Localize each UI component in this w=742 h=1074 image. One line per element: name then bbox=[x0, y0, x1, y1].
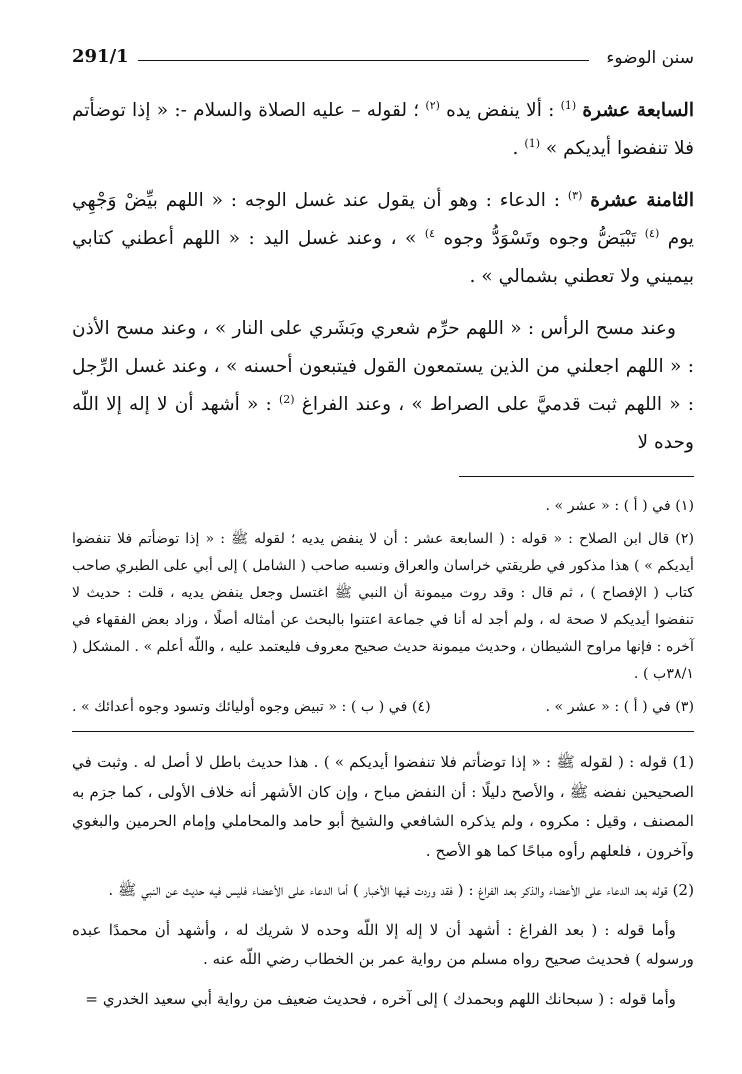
paragraph-text: : ألا ينفض يده bbox=[439, 100, 555, 121]
heading-seventeenth: السابعة عشرة bbox=[582, 100, 694, 121]
footnote-3: (٣) في ( أ ) : « عشر » . bbox=[545, 699, 694, 715]
chapter-title: سنن الوضوء bbox=[606, 48, 694, 68]
commentary-note-1: (1) قوله : ( لقوله ﷺ : « إذا توضأتم فلا تنفضوا أيديكم » ) . هذا حديث باطل لا أصل له . وثبت في الصحيحين نفضه ﷺ ، والأصح دليلًا : أن النفض مباح ، وإن كان الأشهر أنه خلاف الأولى ، كما جزم به المصنف ، وقيل : مكروه ، ولم يذكره الشافعي والشيخ أبو حامد والمحاملي وإمام الحرمين والبغوي وآخرون ، فلعلهم رأوه مباحًا كما هو الأصح . bbox=[72, 753, 694, 860]
paragraph-supplications bbox=[72, 310, 694, 462]
paragraph-text: . bbox=[512, 138, 519, 159]
page-number: 291/1 bbox=[72, 46, 129, 67]
footnote-2: (٢) قال ابن الصلاح : « قوله : ( السابعة عشر : أن لا ينفض يديه ؛ لقوله ﷺ : « إذا توضأتم فلا تنفضوا أيديكم » ) هذا مذكور في طريقتي خراسان والعراق ونسبه صاحب ( الشامل ) إلى أبي على الطبري صاحب كتاب ( الإفصاح ) ، ثم قال : وقد روت ميمونة أن النبي ﷺ اغتسل وجعل ينفض يديه ، قلت : حديث لا تنفضوا أيديكم لا صحة له ، ولم أجد له أنا في جماعة اعتنوا بالبحث عن أمثاله أصلًا ، وزاد بعض الفقهاء في آخره : فإنها مراوح الشيطان ، وحديث ميمونة حديث صحيح معروف فليعتمد عليه ، واللّه أعلم » . المشكل ( ٣٨/١ب ) . bbox=[72, 531, 694, 682]
main-text bbox=[72, 92, 694, 462]
header-rule bbox=[138, 60, 589, 61]
editor-footnotes bbox=[72, 493, 694, 721]
footnote-ref: (٤) bbox=[644, 226, 660, 240]
book-page bbox=[72, 36, 694, 1024]
commentary-note-4: وأما قوله : ( سبحانك اللهم وبحمدك ) إلى آخره ، فحديث ضعيف من رواية أبي سعيد الخدري = bbox=[85, 989, 676, 1008]
paragraph-text: ؛ لقوله – عليه الصلاة والسلام -: « إذا توضأتم فلا تنفضوا أيديكم » bbox=[72, 100, 694, 159]
commentary-note-3: وأما قوله : ( بعد الفراغ : أشهد أن لا إله إلا اللّه وحده لا شريك له ، وأشهد أن محمدًا عبده ورسوله ) فحديث صحيح رواه مسلم من رواية عمر بن الخطاب رضي اللّه عنه . bbox=[72, 920, 694, 968]
footnote-4: (٤) في ( ب ) : « تبيض وجوه أوليائك وتسود وجوه أعدائك » . bbox=[72, 699, 431, 715]
commentary-notes bbox=[72, 748, 694, 1014]
footnote-ref: (1) bbox=[560, 98, 577, 112]
footnote-separator bbox=[459, 476, 694, 477]
footnote-ref: ٤) bbox=[424, 226, 436, 240]
commentary-separator bbox=[72, 731, 694, 732]
paragraph-text: وعند مسح الرأس : « اللهم حرِّم شعري وبَشَري على النار » ، وعند مسح الأذن : « اللهم اجعلني من الذين يستمعون القول فيتبعون أحسنه » ، وعند غسل الرِّجل : « اللهم ثبت قدميَّ على الصراط » ، وعند الفراغ bbox=[72, 318, 694, 415]
commentary-note-2: (2) قوله بعد الدعاء على الأعضاء والذكر بعد الفراغ : ( فقد وردت فيها الأخبار ) أما الدعاء على الأعضاء فليس فيه حديث عن النبي ﷺ . bbox=[108, 881, 694, 899]
paragraph-eighteenth bbox=[72, 182, 694, 296]
footnote-ref: (1) bbox=[524, 136, 540, 150]
footnote-1: (١) في ( أ ) : « عشر » . bbox=[545, 498, 694, 514]
paragraph-text: : الدعاء : وهو أن يقول عند غسل الوجه : « اللهم بيِّضْ وَجْهِي يوم bbox=[72, 190, 694, 249]
paragraph-text: » ، وعند غسل اليد : « اللهم أعطني كتابي بيميني ولا تعطني بشمالي » . bbox=[72, 228, 694, 287]
page-header bbox=[72, 36, 694, 70]
paragraph-text: تَبْيَضُّ وجوه وتَسْوَدُّ وجوه bbox=[435, 228, 637, 249]
footnote-ref: (٣) bbox=[567, 188, 583, 202]
footnote-ref: (٢) bbox=[425, 98, 440, 112]
heading-eighteenth: الثامنة عشرة bbox=[590, 190, 694, 211]
footnote-ref: (2) bbox=[278, 392, 295, 406]
paragraph-seventeenth bbox=[72, 92, 694, 168]
footnote-row-3-4 bbox=[72, 694, 694, 721]
paragraph-text: : « أشهد أن لا إله إلا اللّه وحده لا bbox=[72, 394, 694, 453]
